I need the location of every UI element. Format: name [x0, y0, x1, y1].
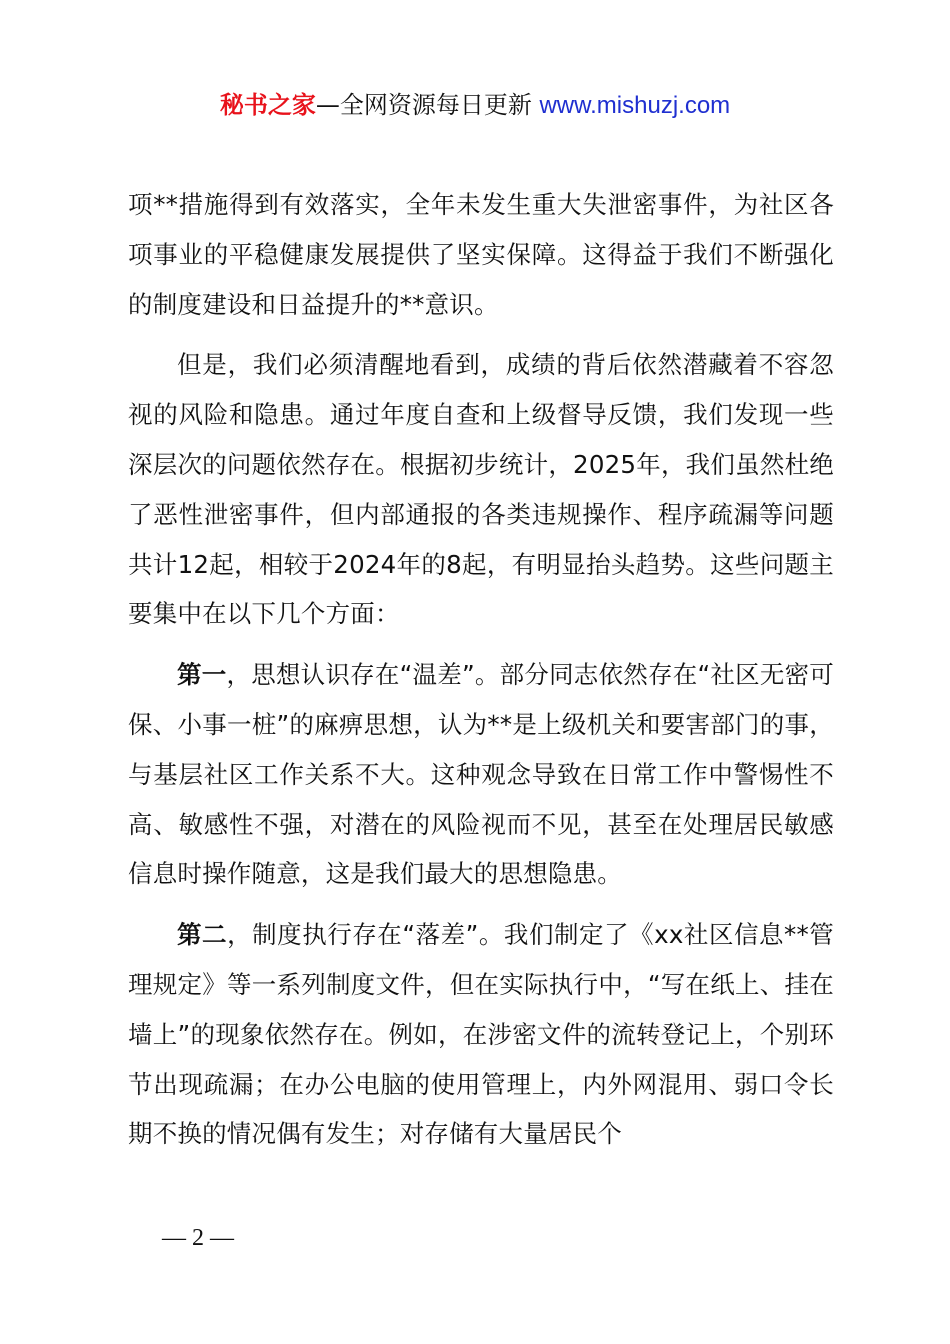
paragraph-text: 但是，我们必须清醒地看到，成绩的背后依然潜藏着不容忽视的风险和隐患。通过年度自查和上级督导反馈，我们发现一些深层次的问题依然存在。根据初步统计，2025年，我们虽然杜绝了恶性泄密事件，但内部通报的各类违规操作、程序疏漏等问题共计12起，相较于2024年的8起，有明显抬头趋势。这些问题主要集中在以下几个方面：	[128, 350, 834, 629]
paragraph-first-issue	[128, 650, 834, 899]
page-number: — 2 —	[162, 1225, 234, 1251]
paragraph-text: ，制度执行存在“落差”。我们制定了《xx社区信息**管理规定》等一系列制度文件，但在实际执行中，“写在纸上、挂在墙上”的现象依然存在。例如，在涉密文件的流转登记上，个别环节出现疏漏；在办公电脑的使用管理上，内外网混用、弱口令长期不换的情况偶有发生；对存储有大量居民个	[128, 920, 834, 1149]
paragraph-second-issue	[128, 910, 834, 1159]
site-url-link[interactable]: www.mishuzj.com	[539, 92, 731, 119]
paragraph-lead: 第一	[177, 660, 227, 690]
paragraph-risks	[128, 340, 834, 639]
paragraph-text: ，思想认识存在“温差”。部分同志依然存在“社区无密可保、小事一桩”的麻痹思想，认为**是上级机关和要害部门的事，与基层社区工作关系不大。这种观念导致在日常工作中警惕性不高、敏感性不强，对潜在的风险视而不见，甚至在处理居民敏感信息时操作随意，这是我们最大的思想隐患。	[128, 660, 834, 889]
brand-name: 秘书之家	[219, 91, 316, 119]
paragraph-text: 项**措施得到有效落实，全年未发生重大失泄密事件，为社区各项事业的平稳健康发展提供了坚实保障。这得益于我们不断强化的制度建设和日益提升的**意识。	[128, 190, 834, 319]
paragraph-continuation	[128, 180, 834, 329]
paragraph-lead: 第二	[177, 920, 228, 950]
document-body	[128, 180, 834, 1170]
header-tagline: —全网资源每日更新	[315, 91, 540, 119]
site-header	[0, 88, 950, 123]
